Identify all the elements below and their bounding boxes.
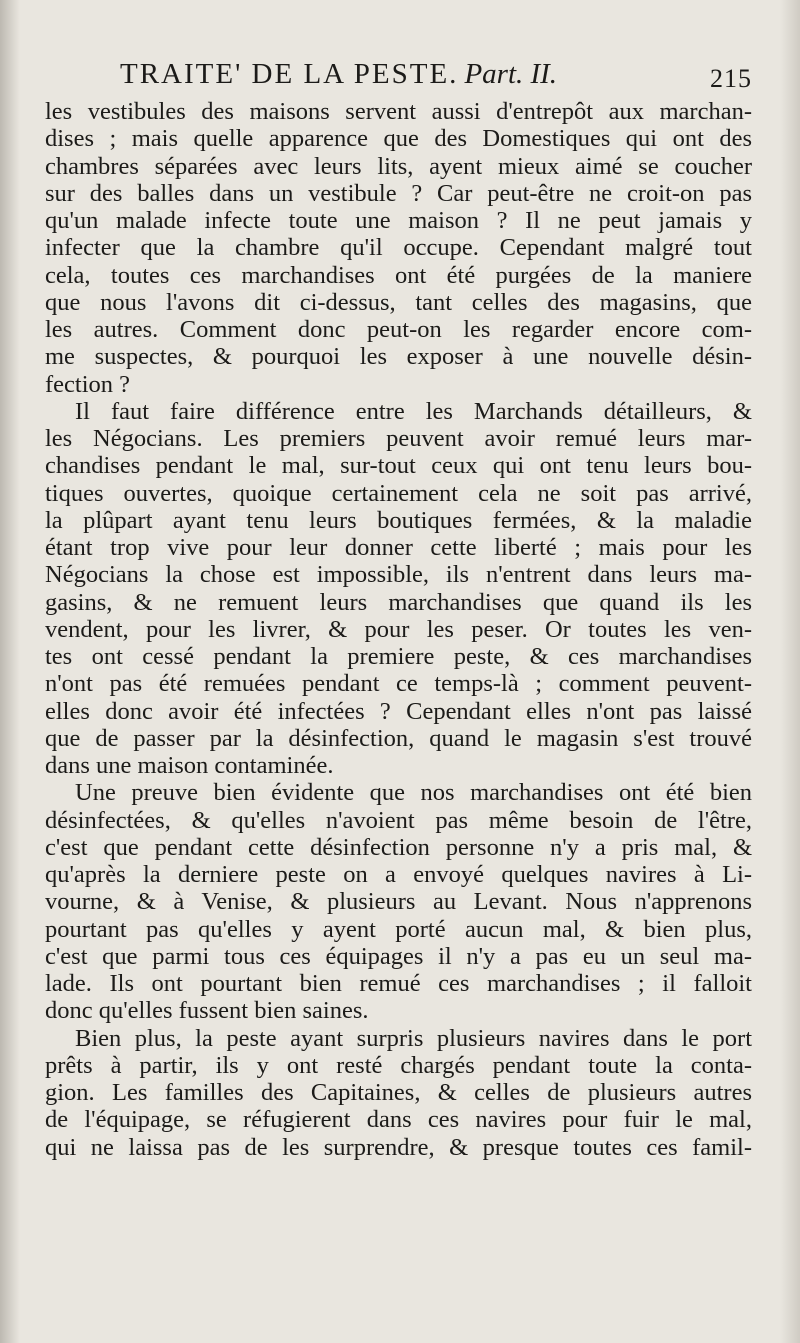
paragraph [45, 779, 752, 1024]
text-line: désinfectées, & qu'elles n'avoient pas même besoin de l'être, [45, 806, 752, 834]
text-line: cela, toutes ces marchandises ont été purgées de la maniere [45, 261, 752, 289]
text-line: Négocians la chose est impossible, ils n'entrent dans leurs ma- [45, 561, 752, 589]
text-line: étant trop vive pour leur donner cette liberté ; mais pour les [45, 534, 752, 561]
text-line: vourne, & à Venise, & plusieurs au Levant. Nous n'apprenons [45, 888, 752, 916]
text-line: sur des balles dans un vestibule ? Car peut-être ne croit-on pas [45, 179, 752, 207]
text-line: les autres. Comment donc peut-on les regarder encore com- [45, 316, 752, 343]
text-line: les vestibules des maisons servent aussi d'entrepôt aux marchan- [45, 98, 752, 125]
text-line: qu'après la derniere peste on a envoyé quelques navires à Li- [45, 861, 752, 888]
text-line: gasins, & ne remuent leurs marchandises que quand ils les [45, 588, 752, 616]
part-label: Part. II. [464, 58, 558, 90]
text-line: les Négocians. Les premiers peuvent avoir remué leurs mar- [45, 425, 752, 452]
text-line: qu'un malade infecte toute une maison ? Il ne peut jamais y [45, 207, 752, 234]
text-line: chambres séparées avec leurs lits, ayent mieux aimé se coucher [45, 152, 752, 180]
text-line: me suspectes, & pourquoi les exposer à une nouvelle désin- [45, 343, 752, 371]
text-line: n'ont pas été remuées pendant ce temps-là ; comment peuvent- [45, 670, 752, 698]
paragraph [45, 398, 752, 780]
text-line: fection ? [45, 370, 131, 398]
text-line: pourtant pas qu'elles y ayent porté aucun mal, & bien plus, [45, 915, 752, 943]
text-line: que de passer par la désinfection, quand le magasin s'est trouvé [45, 724, 752, 752]
body-text [45, 98, 752, 1161]
text-line: c'est que pendant cette désinfection personne n'y a pris mal, & [45, 833, 752, 861]
text-line: lade. Ils ont pourtant bien remué ces marchandises ; il falloit [45, 970, 752, 997]
running-title [120, 58, 557, 91]
text-line: gion. Les familles des Capitaines, & celles de plusieurs autres [45, 1079, 752, 1106]
text-line: Il faut faire différence entre les Marchands détailleurs, & [75, 397, 752, 425]
text-line: dises ; mais quelle apparence que des Domestiques qui ont des [45, 125, 752, 153]
binding-shadow [0, 0, 20, 1343]
running-title-text: TRAITE' DE LA PESTE. [120, 58, 459, 90]
text-line: tes ont cessé pendant la premiere peste, & ces marchandises [45, 643, 752, 670]
text-line: vendent, pour les livrer, & pour les peser. Or toutes les ven- [45, 615, 752, 643]
text-line: Bien plus, la peste ayant surpris plusieurs navires dans le port [75, 1024, 752, 1052]
text-line: la plûpart ayant tenu leurs boutiques fermées, & la maladie [45, 506, 752, 534]
page-edge [780, 0, 800, 1343]
text-line: c'est que parmi tous ces équipages il n'y a pas eu un seul ma- [45, 942, 752, 970]
text-line: dans une maison contaminée. [45, 752, 334, 779]
page-header [45, 58, 760, 100]
text-line: de l'équipage, se réfugierent dans ces navires pour fuir le mal, [45, 1106, 752, 1134]
text-line: chandises pendant le mal, sur-tout ceux qui ont tenu leurs bou- [45, 452, 752, 480]
text-line: qui ne laissa pas de les surprendre, & presque toutes ces famil- [45, 1133, 752, 1161]
text-line: infecter que la chambre qu'il occupe. Cependant malgré tout [45, 234, 752, 262]
paragraph [45, 98, 752, 398]
paragraph [45, 1025, 752, 1161]
text-line: Une preuve bien évidente que nos marchandises ont été bien [75, 779, 752, 807]
text-line: prêts à partir, ils y ont resté chargés pendant toute la conta- [45, 1051, 752, 1079]
text-line: donc qu'elles fussent bien saines. [45, 997, 369, 1025]
text-line: que nous l'avons dit ci-dessus, tant celles des magasins, que [45, 288, 752, 316]
page-number: 215 [710, 64, 752, 93]
text-line: tiques ouvertes, quoique certainement cela ne soit pas arrivé, [45, 479, 752, 507]
text-line: elles donc avoir été infectées ? Cependant elles n'ont pas laissé [45, 697, 752, 725]
